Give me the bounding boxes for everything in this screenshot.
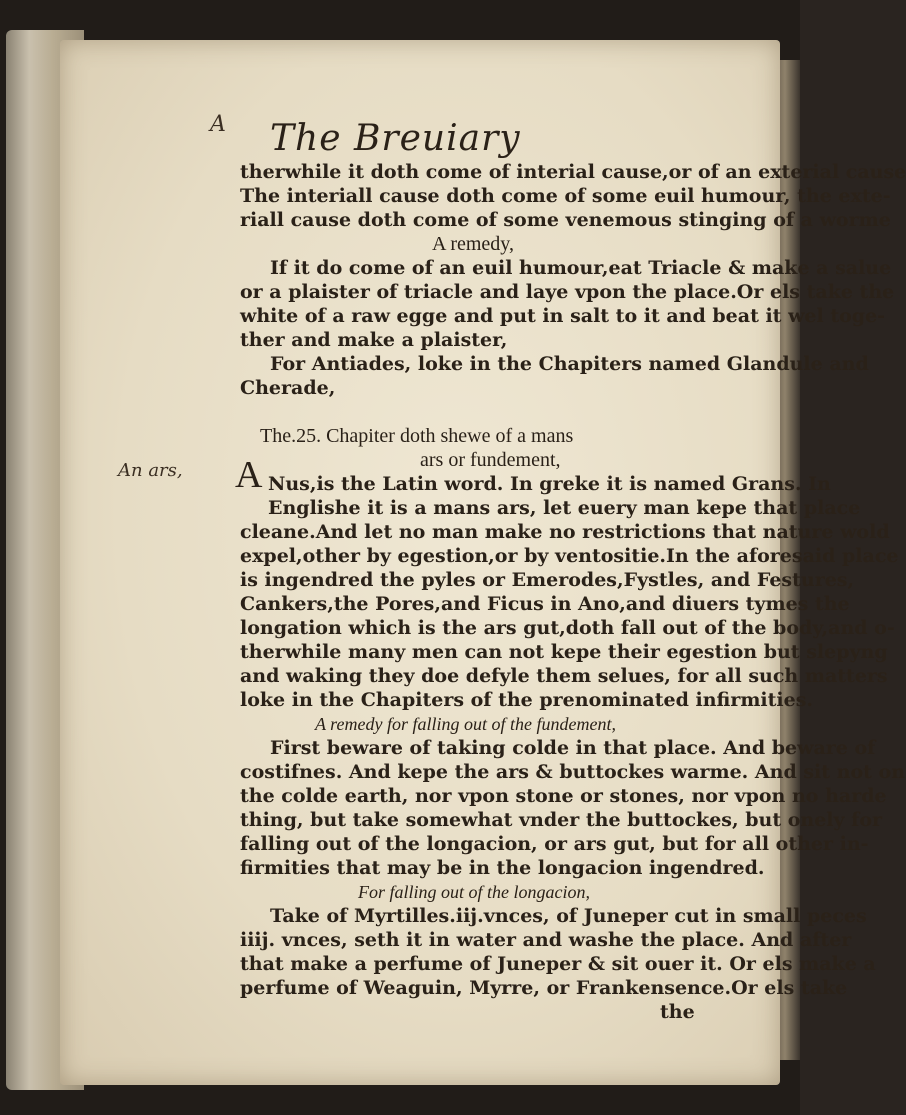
text-line: costifnes. And kepe the ars & buttockes warme. And sit not on [240, 761, 906, 783]
text-line: longation which is the ars gut,doth fall out of the body,and o- [240, 617, 895, 639]
text-line: thing, but take somewhat vnder the buttockes, but onely for [240, 809, 883, 831]
text-line: The interiall cause doth come of some euil humour, the exte- [240, 185, 891, 207]
text-line: falling out of the longacion, or ars gut, but for all other in- [240, 833, 869, 855]
signature-mark: A [210, 112, 226, 137]
text-line: Cankers,the Pores,and Ficus in Ano,and diuers tymes the [240, 593, 850, 615]
text-line: and waking they doe defyle them selues, for all such matters [240, 665, 888, 687]
text-line: white of a raw egge and put in salt to it and beat it wel toge- [240, 305, 886, 327]
text-line: cleane.And let no man make no restrictions that nature wold [240, 521, 890, 543]
catchword: the [660, 1001, 695, 1023]
text-line: firmities that may be in the longacion ingendred. [240, 857, 765, 879]
chapter-heading: ars or fundement, [420, 449, 561, 471]
text-line: the colde earth, nor vpon stone or stones, nor vpon no harde [240, 785, 887, 807]
text-line: perfume of Weaguin, Myrre, or Frankensence.Or els take [240, 977, 848, 999]
text-line: therwhile it doth come of interial cause,or of an exterial cause [240, 161, 906, 183]
margin-note: An ars, [118, 460, 183, 481]
text-line: or a plaister of triacle and laye vpon the place.Or els take the [240, 281, 895, 303]
text-line: that make a perfume of Juneper & sit ouer it. Or els make a [240, 953, 876, 975]
section-heading: A remedy for falling out of the fundement, [315, 714, 616, 734]
text-line: If it do come of an euil humour,eat Triacle & make a salue [270, 257, 892, 279]
text-line: Take of Myrtilles.iij.vnces, of Juneper cut in small peces [270, 905, 867, 927]
text-line: ther and make a plaister, [240, 329, 508, 351]
text-line: therwhile many men can not kepe their egestion but slepyng [240, 641, 888, 663]
text-line: expel,other by egestion,or by ventositie.In the aforesaid place [240, 545, 899, 567]
text-line: Nus,is the Latin word. In greke it is named Grans. In [268, 473, 831, 495]
text-line: is ingendred the pyles or Emerodes,Fystles, and Festures, [240, 569, 855, 591]
text-line: For Antiades, loke in the Chapiters named Glandule and [270, 353, 869, 375]
drop-capital: A [235, 454, 263, 496]
text-line: riall cause doth come of some venemous stinging of a worme [240, 209, 891, 231]
text-line: loke in the Chapiters of the prenominated infirmities. [240, 689, 814, 711]
section-heading: A remedy, [432, 233, 515, 255]
text-line: Englishe it is a mans ars, let euery man kepe that place [268, 497, 861, 519]
chapter-heading: The.25. Chapiter doth shewe of a mans [260, 425, 574, 447]
text-line: First beware of taking colde in that place. And beware of [270, 737, 876, 759]
text-line: Cherade, [240, 377, 336, 399]
text-line: iiij. vnces, seth it in water and washe the place. And after [240, 929, 852, 951]
section-heading: For falling out of the longacion, [358, 882, 590, 902]
running-head: The Breuiary [270, 118, 521, 159]
